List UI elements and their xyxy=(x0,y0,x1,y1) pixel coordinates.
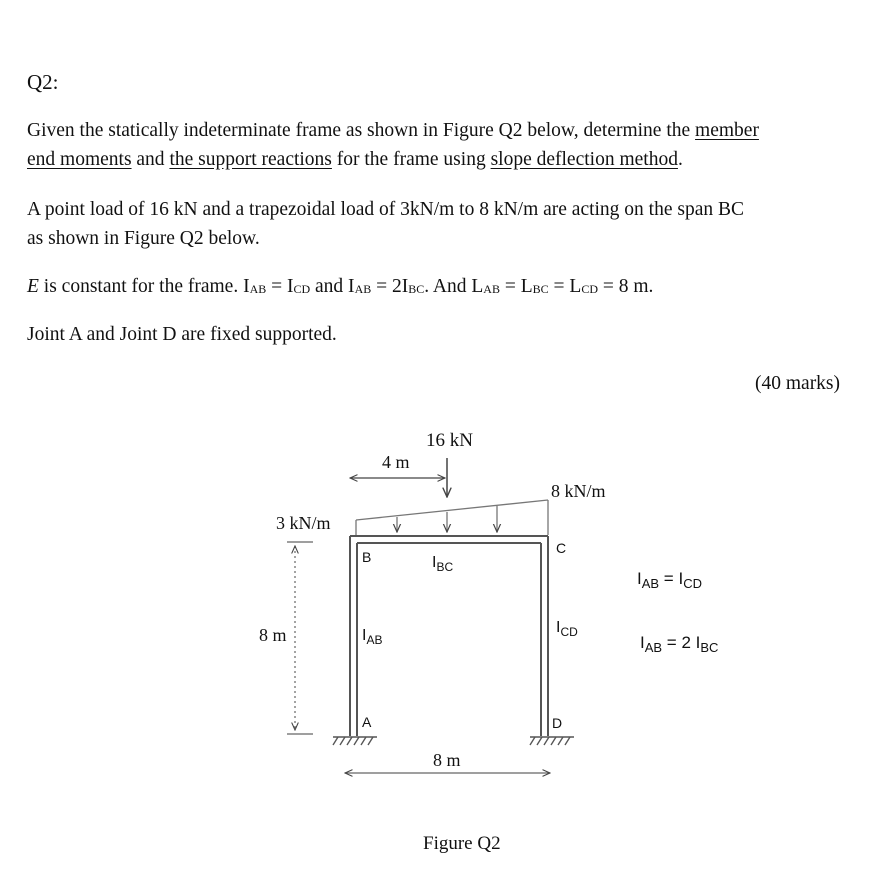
rel1-a-sub: AB xyxy=(641,576,660,591)
rel1-b-sub: CD xyxy=(683,576,702,591)
marks-label: (40 marks) xyxy=(755,373,841,394)
task-end: . xyxy=(677,149,683,170)
height-label: 8 m xyxy=(259,625,287,645)
prop-text-6: = L xyxy=(499,276,533,297)
prop-sub-5: AB xyxy=(483,282,500,296)
member-bc xyxy=(350,536,548,543)
inertia-ab-sub: AB xyxy=(366,633,383,647)
rel1-b: I xyxy=(678,569,684,588)
paragraph-loads-line2: as shown in Figure Q2 below. xyxy=(27,228,260,249)
inertia-cd-sub: CD xyxy=(560,625,578,639)
rel2-a: I xyxy=(640,633,645,652)
inertia-bc-label xyxy=(432,554,453,574)
inertia-bc-i: I xyxy=(432,554,437,571)
term-end-moments: end moments xyxy=(27,149,132,170)
term-slope-deflection: slope deflection method xyxy=(490,149,678,170)
rel2-a-sub: AB xyxy=(644,640,663,655)
inertia-bc-sub: BC xyxy=(436,560,454,574)
load-left-label: 3 kN/m xyxy=(276,513,331,533)
term-support-reactions: the support reactions xyxy=(169,149,332,170)
rel1-a: I xyxy=(637,569,642,588)
task-and: and xyxy=(131,149,170,170)
rel2-b-sub: BC xyxy=(700,640,719,655)
prop-text-3: and I xyxy=(310,276,355,297)
inertia-ab-i: I xyxy=(362,627,367,644)
prop-sub-2: CD xyxy=(293,282,311,296)
inertia-cd-label xyxy=(556,619,578,639)
support-d xyxy=(530,737,574,745)
prop-sub-4: BC xyxy=(408,282,425,296)
prop-text-5: . And L xyxy=(424,276,484,297)
joint-d-label: D xyxy=(552,715,563,731)
prop-sub-1: AB xyxy=(249,282,267,296)
prop-text-4: = 2I xyxy=(371,276,409,297)
question-number: Q2: xyxy=(27,70,59,94)
joint-c-label: C xyxy=(556,540,567,556)
prop-text-8: = 8 m. xyxy=(598,276,654,297)
trapezoidal-load xyxy=(356,500,548,535)
relation-2 xyxy=(640,633,718,655)
prop-sub-3: AB xyxy=(354,282,372,296)
task-lead: Given the statically indeterminate frame as shown in Figure Q2 below, determine the xyxy=(27,120,696,141)
inertia-ab-label xyxy=(362,627,382,647)
prop-sub-6: BC xyxy=(532,282,549,296)
paragraph-loads-line1: A point load of 16 kN and a trapezoidal load of 3kN/m to 8 kN/m are acting on the span BC xyxy=(27,199,745,220)
prop-text-2: = I xyxy=(266,276,294,297)
span-label: 8 m xyxy=(433,750,461,770)
support-a xyxy=(333,737,377,745)
load-right-label: 8 kN/m xyxy=(551,481,606,501)
prop-text-7: = L xyxy=(548,276,582,297)
rel1-eq: = xyxy=(659,569,679,588)
joint-b-label: B xyxy=(362,549,372,565)
dist-4m-label: 4 m xyxy=(382,452,410,472)
dimension-height xyxy=(287,542,313,734)
prop-sub-7: CD xyxy=(581,282,598,296)
relation-1 xyxy=(637,569,702,591)
term-member: member xyxy=(695,120,759,141)
modulus-e: E xyxy=(27,276,39,297)
inertia-cd-i: I xyxy=(556,619,561,636)
member-ab xyxy=(350,536,357,736)
task-mid: for the frame using xyxy=(331,149,491,170)
figure-caption: Figure Q2 xyxy=(423,833,501,854)
joint-a-label: A xyxy=(362,714,372,730)
member-cd xyxy=(541,536,548,736)
rel2-eq: = 2 xyxy=(662,633,696,652)
prop-text-1: is constant for the frame. I xyxy=(38,276,250,297)
point-load-label: 16 kN xyxy=(426,430,473,451)
rel2-b: I xyxy=(695,633,701,652)
paragraph-supports: Joint A and Joint D are fixed supported. xyxy=(27,324,337,345)
